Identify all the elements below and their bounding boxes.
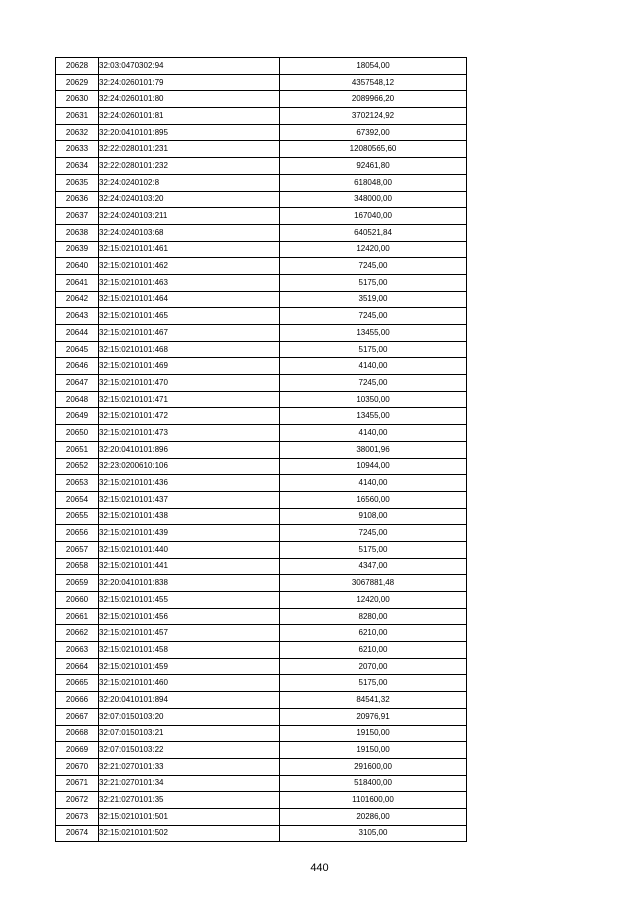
cadastral-number-cell: 32:15:0210101:470 — [99, 375, 280, 392]
row-number-cell: 20641 — [56, 274, 99, 291]
cadastral-number-cell: 32:23:0200610:106 — [99, 458, 280, 475]
table-row — [56, 174, 467, 191]
cadastral-number-cell: 32:15:0210101:459 — [99, 658, 280, 675]
row-number-cell: 20651 — [56, 441, 99, 458]
row-number-cell: 20666 — [56, 692, 99, 709]
cadastral-number-cell: 32:15:0210101:458 — [99, 642, 280, 659]
cadastral-number-cell: 32:15:0210101:463 — [99, 274, 280, 291]
table-row — [56, 608, 467, 625]
table-row — [56, 558, 467, 575]
table-row — [56, 775, 467, 792]
cadastral-number-cell: 32:21:0270101:33 — [99, 758, 280, 775]
cadastral-number-cell: 32:22:0280101:231 — [99, 141, 280, 158]
row-number-cell: 20642 — [56, 291, 99, 308]
cadastral-number-cell: 32:22:0280101:232 — [99, 158, 280, 175]
value-cell: 7245,00 — [280, 525, 467, 542]
cadastral-number-cell: 32:15:0210101:440 — [99, 541, 280, 558]
row-number-cell: 20670 — [56, 758, 99, 775]
cadastral-number-cell: 32:24:0260101:81 — [99, 108, 280, 125]
row-number-cell: 20656 — [56, 525, 99, 542]
cadastral-number-cell: 32:15:0210101:464 — [99, 291, 280, 308]
row-number-cell: 20672 — [56, 792, 99, 809]
value-cell: 16560,00 — [280, 491, 467, 508]
table-row — [56, 391, 467, 408]
table-row — [56, 224, 467, 241]
table-row — [56, 341, 467, 358]
cadastral-number-cell: 32:07:0150103:21 — [99, 725, 280, 742]
value-cell: 3067881,48 — [280, 575, 467, 592]
value-cell: 8280,00 — [280, 608, 467, 625]
value-cell: 13455,00 — [280, 325, 467, 342]
table-row — [56, 191, 467, 208]
table-row — [56, 725, 467, 742]
value-cell: 167040,00 — [280, 208, 467, 225]
cadastral-number-cell: 32:15:0210101:462 — [99, 258, 280, 275]
value-cell: 10350,00 — [280, 391, 467, 408]
value-cell: 291600,00 — [280, 758, 467, 775]
row-number-cell: 20645 — [56, 341, 99, 358]
row-number-cell: 20662 — [56, 625, 99, 642]
value-cell: 2089966,20 — [280, 91, 467, 108]
value-cell: 5175,00 — [280, 341, 467, 358]
value-cell: 518400,00 — [280, 775, 467, 792]
table-row — [56, 508, 467, 525]
cadastral-number-cell: 32:07:0150103:20 — [99, 708, 280, 725]
table-row — [56, 592, 467, 609]
value-cell: 7245,00 — [280, 258, 467, 275]
row-number-cell: 20671 — [56, 775, 99, 792]
cadastral-number-cell: 32:24:0260101:79 — [99, 74, 280, 91]
row-number-cell: 20664 — [56, 658, 99, 675]
value-cell: 4357548,12 — [280, 74, 467, 91]
value-cell: 3702124,92 — [280, 108, 467, 125]
value-cell: 92461,80 — [280, 158, 467, 175]
value-cell: 20976,91 — [280, 708, 467, 725]
value-cell: 12420,00 — [280, 592, 467, 609]
row-number-cell: 20667 — [56, 708, 99, 725]
row-number-cell: 20636 — [56, 191, 99, 208]
table-row — [56, 625, 467, 642]
value-cell: 9108,00 — [280, 508, 467, 525]
row-number-cell: 20635 — [56, 174, 99, 191]
row-number-cell: 20658 — [56, 558, 99, 575]
value-cell: 12080565,60 — [280, 141, 467, 158]
value-cell: 19150,00 — [280, 742, 467, 759]
value-cell: 20286,00 — [280, 808, 467, 825]
table-row — [56, 575, 467, 592]
row-number-cell: 20663 — [56, 642, 99, 659]
table-row — [56, 325, 467, 342]
cadastral-number-cell: 32:15:0210101:457 — [99, 625, 280, 642]
row-number-cell: 20629 — [56, 74, 99, 91]
table-row — [56, 108, 467, 125]
row-number-cell: 20653 — [56, 475, 99, 492]
cadastral-number-cell: 32:15:0210101:456 — [99, 608, 280, 625]
cadastral-number-cell: 32:15:0210101:501 — [99, 808, 280, 825]
row-number-cell: 20630 — [56, 91, 99, 108]
cadastral-number-cell: 32:21:0270101:35 — [99, 792, 280, 809]
table-row — [56, 308, 467, 325]
cadastral-number-cell: 32:15:0210101:473 — [99, 425, 280, 442]
value-cell: 4140,00 — [280, 358, 467, 375]
value-cell: 10944,00 — [280, 458, 467, 475]
table-row — [56, 475, 467, 492]
value-cell: 2070,00 — [280, 658, 467, 675]
table-row — [56, 708, 467, 725]
cadastral-number-cell: 32:15:0210101:467 — [99, 325, 280, 342]
cadastral-number-cell: 32:20:0410101:895 — [99, 124, 280, 141]
table-row — [56, 74, 467, 91]
value-cell: 4347,00 — [280, 558, 467, 575]
table-row — [56, 91, 467, 108]
cadastral-number-cell: 32:15:0210101:472 — [99, 408, 280, 425]
cadastral-number-cell: 32:24:0260101:80 — [99, 91, 280, 108]
cadastral-number-cell: 32:15:0210101:441 — [99, 558, 280, 575]
table-row — [56, 358, 467, 375]
row-number-cell: 20660 — [56, 592, 99, 609]
table-row — [56, 491, 467, 508]
row-number-cell: 20639 — [56, 241, 99, 258]
row-number-cell: 20643 — [56, 308, 99, 325]
value-cell: 3105,00 — [280, 825, 467, 842]
row-number-cell: 20655 — [56, 508, 99, 525]
row-number-cell: 20637 — [56, 208, 99, 225]
table-row — [56, 541, 467, 558]
table-row — [56, 158, 467, 175]
row-number-cell: 20633 — [56, 141, 99, 158]
value-cell: 7245,00 — [280, 375, 467, 392]
table-row — [56, 675, 467, 692]
value-cell: 7245,00 — [280, 308, 467, 325]
table-row — [56, 758, 467, 775]
cadastral-number-cell: 32:15:0210101:455 — [99, 592, 280, 609]
cadastral-number-cell: 32:15:0210101:465 — [99, 308, 280, 325]
cadastral-number-cell: 32:15:0210101:502 — [99, 825, 280, 842]
cadastral-number-cell: 32:15:0210101:436 — [99, 475, 280, 492]
row-number-cell: 20628 — [56, 58, 99, 75]
row-number-cell: 20638 — [56, 224, 99, 241]
value-cell: 618048,00 — [280, 174, 467, 191]
value-cell: 84541,32 — [280, 692, 467, 709]
row-number-cell: 20650 — [56, 425, 99, 442]
value-cell: 38001,96 — [280, 441, 467, 458]
table-row — [56, 408, 467, 425]
row-number-cell: 20647 — [56, 375, 99, 392]
table-row — [56, 525, 467, 542]
cadastral-number-cell: 32:15:0210101:469 — [99, 358, 280, 375]
value-cell: 3519,00 — [280, 291, 467, 308]
cadastral-number-cell: 32:20:0410101:838 — [99, 575, 280, 592]
page-number: 440 — [310, 862, 329, 874]
table-body — [56, 58, 467, 842]
table-row — [56, 658, 467, 675]
cadastral-number-cell: 32:24:0240102:8 — [99, 174, 280, 191]
table-row — [56, 825, 467, 842]
table-row — [56, 274, 467, 291]
table-row — [56, 742, 467, 759]
row-number-cell: 20654 — [56, 491, 99, 508]
cadastral-value-table — [55, 57, 467, 842]
row-number-cell: 20632 — [56, 124, 99, 141]
value-cell: 5175,00 — [280, 541, 467, 558]
table-row — [56, 208, 467, 225]
row-number-cell: 20673 — [56, 808, 99, 825]
row-number-cell: 20665 — [56, 675, 99, 692]
value-cell: 12420,00 — [280, 241, 467, 258]
value-cell: 4140,00 — [280, 475, 467, 492]
row-number-cell: 20634 — [56, 158, 99, 175]
cadastral-number-cell: 32:15:0210101:461 — [99, 241, 280, 258]
table-row — [56, 258, 467, 275]
value-cell: 1101600,00 — [280, 792, 467, 809]
value-cell: 4140,00 — [280, 425, 467, 442]
row-number-cell: 20640 — [56, 258, 99, 275]
cadastral-number-cell: 32:15:0210101:468 — [99, 341, 280, 358]
value-cell: 18054,00 — [280, 58, 467, 75]
value-cell: 5175,00 — [280, 274, 467, 291]
table-row — [56, 692, 467, 709]
cadastral-number-cell: 32:07:0150103:22 — [99, 742, 280, 759]
row-number-cell: 20657 — [56, 541, 99, 558]
table-row — [56, 291, 467, 308]
table-row — [56, 375, 467, 392]
row-number-cell: 20631 — [56, 108, 99, 125]
cadastral-number-cell: 32:15:0210101:471 — [99, 391, 280, 408]
value-cell: 5175,00 — [280, 675, 467, 692]
cadastral-number-cell: 32:03:0470302:94 — [99, 58, 280, 75]
table-row — [56, 241, 467, 258]
row-number-cell: 20661 — [56, 608, 99, 625]
value-cell: 6210,00 — [280, 625, 467, 642]
cadastral-number-cell: 32:21:0270101:34 — [99, 775, 280, 792]
row-number-cell: 20649 — [56, 408, 99, 425]
cadastral-number-cell: 32:24:0240103:68 — [99, 224, 280, 241]
value-cell: 640521,84 — [280, 224, 467, 241]
cadastral-number-cell: 32:15:0210101:438 — [99, 508, 280, 525]
cadastral-number-cell: 32:15:0210101:437 — [99, 491, 280, 508]
table-row — [56, 808, 467, 825]
row-number-cell: 20648 — [56, 391, 99, 408]
row-number-cell: 20674 — [56, 825, 99, 842]
value-cell: 6210,00 — [280, 642, 467, 659]
cadastral-number-cell: 32:20:0410101:896 — [99, 441, 280, 458]
table-row — [56, 458, 467, 475]
table-row — [56, 141, 467, 158]
table-row — [56, 425, 467, 442]
row-number-cell: 20644 — [56, 325, 99, 342]
row-number-cell: 20652 — [56, 458, 99, 475]
row-number-cell: 20646 — [56, 358, 99, 375]
table-row — [56, 124, 467, 141]
row-number-cell: 20659 — [56, 575, 99, 592]
value-cell: 348000,00 — [280, 191, 467, 208]
table-row — [56, 792, 467, 809]
table-row — [56, 441, 467, 458]
value-cell: 19150,00 — [280, 725, 467, 742]
table-row — [56, 642, 467, 659]
cadastral-number-cell: 32:24:0240103:211 — [99, 208, 280, 225]
value-cell: 13455,00 — [280, 408, 467, 425]
cadastral-number-cell: 32:20:0410101:894 — [99, 692, 280, 709]
row-number-cell: 20668 — [56, 725, 99, 742]
cadastral-number-cell: 32:15:0210101:460 — [99, 675, 280, 692]
table-row — [56, 58, 467, 75]
row-number-cell: 20669 — [56, 742, 99, 759]
cadastral-number-cell: 32:24:0240103:20 — [99, 191, 280, 208]
cadastral-number-cell: 32:15:0210101:439 — [99, 525, 280, 542]
value-cell: 67392,00 — [280, 124, 467, 141]
